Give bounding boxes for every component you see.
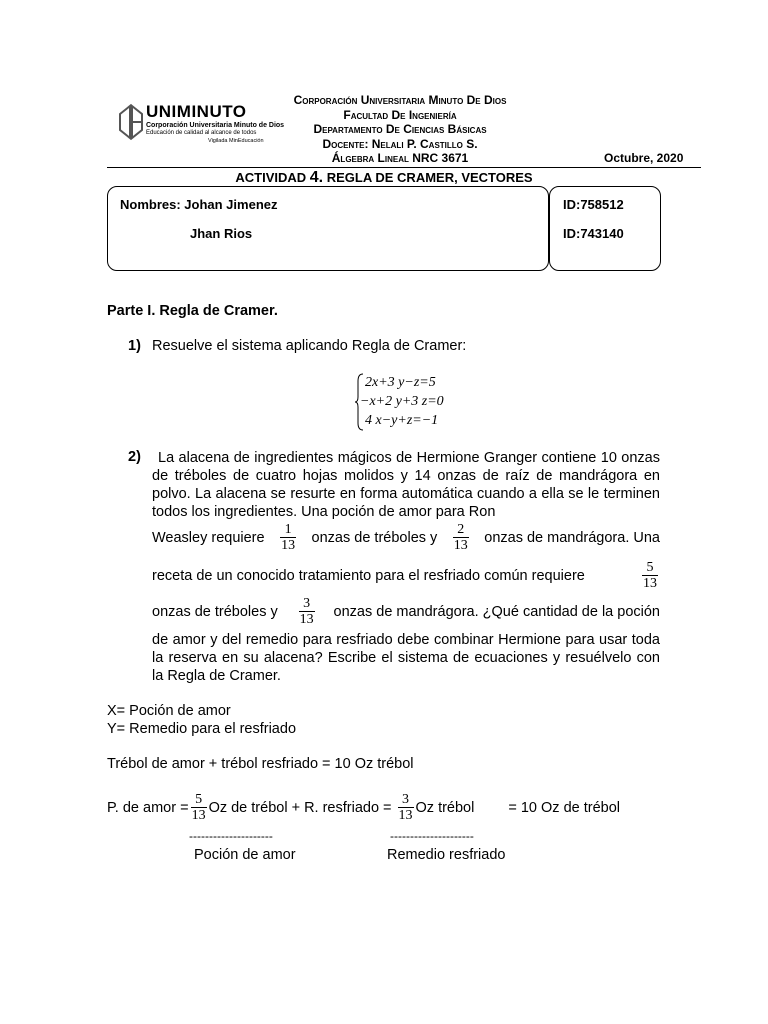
student-id-2: ID:743140 — [563, 226, 624, 241]
question-2-number: 2) — [128, 449, 141, 465]
question-1-number: 1) — [128, 338, 141, 354]
fraction-5-13: $\frac{5}{13}$ — [643, 560, 657, 591]
header-divider — [107, 167, 701, 168]
fraction-3-13-answer: $\frac{3}{13}$ — [398, 792, 413, 823]
part1-heading: Parte I. Regla de Cramer. — [107, 303, 278, 319]
equation-1: 2x+3 y−z=5 — [365, 375, 436, 390]
trebol-equation: Trébol de amor + trébol resfriado = 10 Oz trébol — [107, 756, 414, 772]
header-university: Corporación Universitaria Minuto De Dios — [293, 93, 507, 107]
equation-2: −x+2 y+3 z=0 — [360, 394, 444, 409]
header-faculty: Facultad De Ingeniería — [343, 108, 457, 122]
dashes-amor: --------------------- — [189, 829, 273, 843]
activity-title: ACTIVIDAD 4. REGLA DE CRAMER, VECTORES — [235, 169, 533, 186]
x-definition: X= Poción de amor — [107, 703, 231, 719]
question-2-line-onzas: onzas de tréboles y $\frac{3}{13}$ onzas de mandrágora. ¿Qué cantidad de la poción — [152, 596, 660, 627]
student-name-2: Jhan Rios — [190, 226, 253, 241]
question-1-text: Resuelve el sistema aplicando Regla de Cramer: — [152, 338, 467, 354]
student-id-1: ID:758512 — [563, 197, 624, 212]
amor-equation: P. de amor = $\frac{5}{13}$ Oz de trébol + R. resfriado = $\frac{3}{13}$ Oz trébol = 10 Oz de trébol — [107, 792, 620, 823]
logo-subtitle-1: Corporación Universitaria Minuto de Dios — [146, 122, 285, 129]
question-2-text-intro: La alacena de ingredientes mágicos de Hermione Granger contiene 10 onzas de tréboles de cuatro hojas molidos y 14 onzas de raíz de mandrágora en polvo. La alacena se resurte en forma automática cuando a ella se le terminen todos los ingredientes. Una poción de amor para Ron — [152, 450, 660, 520]
student-name-1: Nombres: Johan Jimenez — [120, 197, 278, 212]
logo-emblem-icon — [116, 102, 146, 142]
equation-3: 4 x−y+z=−1 — [365, 413, 439, 428]
header-date: Octubre, 2020 — [604, 151, 684, 165]
logo-subtitle-2: Educación de calidad al alcance de todos — [146, 130, 257, 136]
header-department: Departamento De Ciencias Básicas — [313, 122, 487, 136]
question-2-text-end: de amor y del remedio para resfriado debe combinar Hermione para usar toda la reserva en su alacena? Escribe el sistema de ecuaciones y resuélvelo con la Regla de Cramer. — [152, 632, 660, 684]
question-2-line-weasley: Weasley requiere $\frac{1}{13}$ onzas de tréboles y $\frac{2}{13}$ onzas de mandrágora. Una — [152, 522, 660, 553]
header-teacher: Docente: Nelali P. Castillo S. — [322, 137, 478, 151]
header-course: Álgebra Lineal NRC 3671 — [331, 151, 469, 165]
fraction-3-13: $\frac{3}{13}$ — [299, 596, 314, 627]
logo-subtitle-3: Vigilada MinEducación — [208, 138, 264, 144]
label-pocion-amor: Poción de amor — [194, 847, 296, 863]
question-2-line-receta: receta de un conocido tratamiento para el resfriado común requiere $\frac{5}{13}$ — [152, 560, 657, 591]
logo-name: UNIMINUTO — [146, 102, 247, 121]
dashes-remedio: --------------------- — [390, 829, 474, 843]
fraction-2-13: $\frac{2}{13}$ — [453, 522, 468, 553]
y-definition: Y= Remedio para el resfriado — [107, 721, 297, 737]
fraction-1-13: $\frac{1}{13}$ — [281, 522, 296, 553]
label-remedio-resfriado: Remedio resfriado — [387, 847, 506, 863]
activity-number: 4. — [309, 169, 324, 186]
fraction-5-13-answer: $\frac{5}{13}$ — [191, 792, 206, 823]
